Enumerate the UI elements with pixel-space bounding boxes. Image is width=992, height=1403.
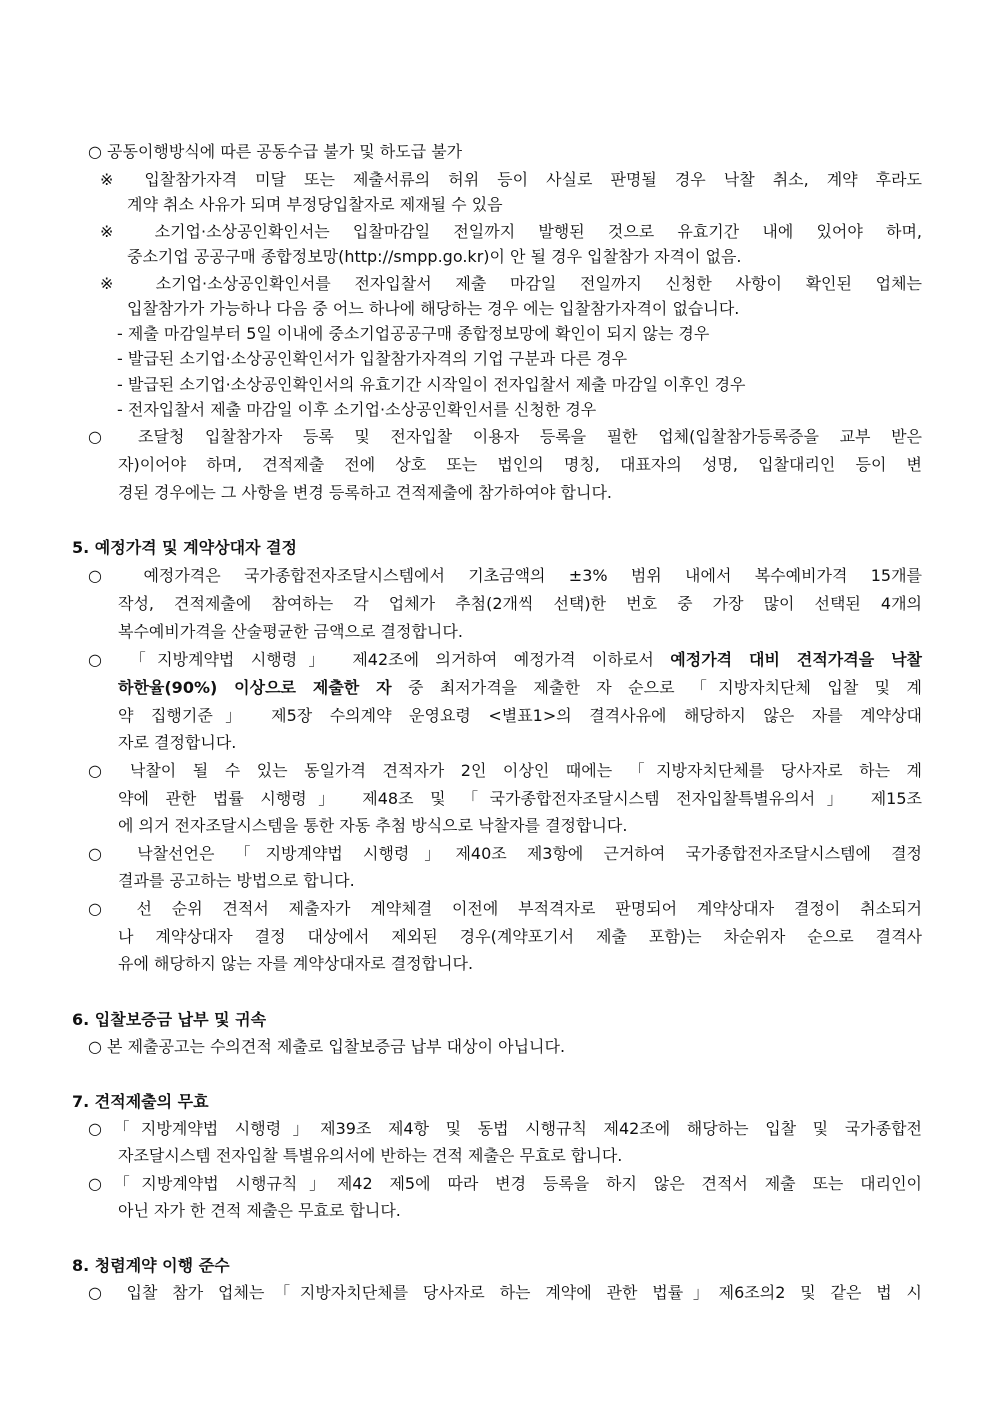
sec5-p2-bold-2: 하한율(90%) 이상으로 제출한 자 <box>118 678 392 697</box>
sec5-p4-l1: ○ 낙찰선언은 「지방계약법 시행령」제40조 제3항에 근거하여 국가종합전자조달시스템에 결정 <box>88 844 922 863</box>
sec5-p5-l2: 나 계약상대자 결정 대상에서 제외된 경우(계약포기서 제출 포함)는 차순위자 순으로 결격사 <box>118 927 922 946</box>
sec8-p1-l1: ○ 입찰 참가 업체는「지방자치단체를 당사자로 하는 계약에 관한 법률」제6조의2 및 같은 법 시 <box>88 1283 922 1302</box>
sec5-p3-l2: 약에 관한 법률 시행령」 제48조 및 「국가종합전자조달시스템 전자입찰특별유의서」 제15조 <box>118 789 922 808</box>
section-6-heading: 6. 입찰보증금 납부 및 귀속 <box>72 1010 267 1029</box>
section-7-heading: 7. 견적제출의 무효 <box>72 1092 209 1111</box>
section-8-heading: 8. 청렴계약 이행 준수 <box>72 1256 230 1275</box>
sec6-p1: ○ 본 제출공고는 수의견적 제출로 입찰보증금 납부 대상이 아닙니다. <box>88 1037 566 1056</box>
note-certificate-l1: ※ 소기업·소상공인확인서는 입찰마감일 전일까지 발행된 것으로 유효기간 내에 있어야 하며, <box>100 222 922 241</box>
sec5-p1-l3: 복수예비가격을 산술평균한 금액으로 결정합니다. <box>118 622 463 641</box>
sec5-p2-l1-text: ○ 「지방계약법 시행령」 제42조에 의거하여 예정가격 이하로서 <box>88 650 671 669</box>
sec7-p1-l1: ○「지방계약법 시행령」제39조 제4항 및 동법 시행규칙 제42조에 해당하는 입찰 및 국가종합전 <box>88 1119 922 1138</box>
exclusion-item-1: - 제출 마감일부터 5일 이내에 중소기업공공구매 종합정보망에 확인이 되지 않는 경우 <box>117 324 710 343</box>
note-application-l2: 입찰참가가 가능하나 다음 중 어느 하나에 해당하는 경우 에는 입찰참가자격이 없습니다. <box>127 299 740 318</box>
note-certificate-l2: 중소기업 공공구매 종합정보망(http://smpp.go.kr)이 안 될 경우 입찰참가 자격이 없음. <box>127 247 742 266</box>
sec5-p3-l1: ○ 낙찰이 될 수 있는 동일가격 견적자가 2인 이상인 때에는 「지방자치단체를 당사자로 하는 계 <box>88 761 922 780</box>
sec5-p2-l2 <box>118 676 922 700</box>
sec5-p5-l3: 유에 해당하지 않는 자를 계약상대자로 결정합니다. <box>118 954 474 973</box>
sec5-p3-l3: 에 의거 전자조달시스템을 통한 자동 추첨 방식으로 낙찰자를 결정합니다. <box>118 816 628 835</box>
exclusion-item-4: - 전자입찰서 제출 마감일 이후 소기업·소상공인확인서를 신청한 경우 <box>117 400 597 419</box>
sec7-p2-l2: 아닌 자가 한 견적 제출은 무효로 합니다. <box>118 1201 401 1220</box>
sec5-p4-l2: 결과를 공고하는 방법으로 합니다. <box>118 871 355 890</box>
sec5-p2-l2-text: 중 최저가격을 제출한 자 순으로 「지방자치단체 입찰 및 계 <box>391 678 922 697</box>
sec5-p2-l3: 약 집행기준」 제5장 수의계약 운영요령 <별표1>의 결격사유에 해당하지 않은 자를 계약상대 <box>118 706 922 725</box>
sec5-p2-l1 <box>88 648 922 672</box>
condition-joint-supply: ○ 공동이행방식에 따른 공동수급 불가 및 하도급 불가 <box>88 142 463 161</box>
exclusion-item-3: - 발급된 소기업·소상공인확인서의 유효기간 시작일이 전자입찰서 제출 마감일 이후인 경우 <box>117 375 746 394</box>
note-qualification-l1: ※ 입찰참가자격 미달 또는 제출서류의 허위 등이 사실로 판명될 경우 낙찰 취소, 계약 후라도 <box>100 170 922 189</box>
condition-registration-l3: 경된 경우에는 그 사항을 변경 등록하고 견적제출에 참가하여야 합니다. <box>118 483 612 502</box>
sec5-p1-l2: 작성, 견적제출에 참여하는 각 업체가 추첨(2개씩 선택)한 번호 중 가장 많이 선택된 4개의 <box>118 594 922 613</box>
sec5-p1-l1: ○ 예정가격은 국가종합전자조달시스템에서 기초금액의 ±3% 범위 내에서 복수예비가격 15개를 <box>88 566 922 585</box>
note-qualification-l2: 계약 취소 사유가 되며 부정당입찰자로 제재될 수 있음 <box>127 195 503 214</box>
sec5-p2-l4: 자로 결정합니다. <box>118 733 237 752</box>
exclusion-item-2: - 발급된 소기업·소상공인확인서가 입찰참가자격의 기업 구분과 다른 경우 <box>117 349 628 368</box>
condition-registration-l1: ○ 조달청 입찰참가자 등록 및 전자입찰 이용자 등록을 필한 업체(입찰참가등록증을 교부 받은 <box>88 427 922 446</box>
sec5-p5-l1: ○ 선 순위 견적서 제출자가 계약체결 이전에 부적격자로 판명되어 계약상대자 결정이 취소되거 <box>88 899 922 918</box>
sec7-p2-l1: ○「지방계약법 시행규칙」제42 제5에 따라 변경 등록을 하지 않은 견적서 제출 또는 대리인이 <box>88 1174 922 1193</box>
section-5-heading: 5. 예정가격 및 계약상대자 결정 <box>72 538 297 557</box>
sec7-p1-l2: 자조달시스템 전자입찰 특별유의서에 반하는 견적 제출은 무효로 합니다. <box>118 1146 623 1165</box>
note-application-l1: ※ 소기업·소상공인확인서를 전자입찰서 제출 마감일 전일까지 신청한 사항이 확인된 업체는 <box>100 274 922 293</box>
sec5-p2-bold-1: 예정가격 대비 견적가격을 낙찰 <box>670 650 922 669</box>
condition-registration-l2: 자)이어야 하며, 견적제출 전에 상호 또는 법인의 명칭, 대표자의 성명, 입찰대리인 등이 변 <box>118 455 922 474</box>
